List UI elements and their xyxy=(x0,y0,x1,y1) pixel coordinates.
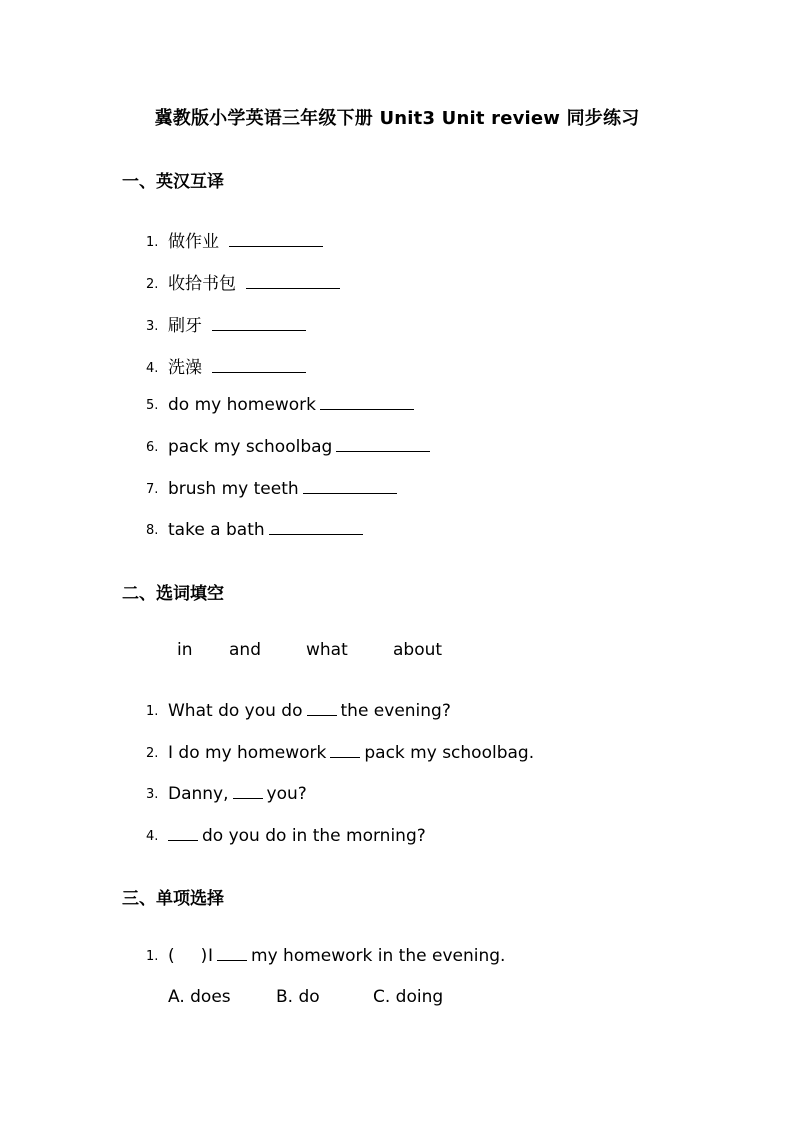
item-text: take a bath xyxy=(168,520,265,540)
answer-blank[interactable] xyxy=(320,408,414,410)
section-1-item xyxy=(146,353,306,378)
answer-blank[interactable] xyxy=(307,714,337,716)
answer-blank[interactable] xyxy=(330,756,360,758)
section-1-item xyxy=(146,269,340,294)
answer-blank[interactable] xyxy=(233,797,263,799)
item-text-after: pack my schoolbag. xyxy=(364,743,535,763)
section-1-item xyxy=(146,437,430,457)
paren-close: ) xyxy=(200,946,208,966)
section-2-item xyxy=(146,743,534,763)
item-number: 7. xyxy=(146,482,159,497)
item-number: 4. xyxy=(146,829,159,844)
answer-blank[interactable] xyxy=(168,839,198,841)
answer-blank[interactable] xyxy=(269,533,363,535)
item-text-before: What do you do xyxy=(168,701,303,721)
item-number: 6. xyxy=(146,440,159,455)
section-3-item xyxy=(146,946,505,966)
word-bank-item: and xyxy=(229,640,261,660)
item-text: brush my teeth xyxy=(168,479,299,499)
option-b[interactable]: B. do xyxy=(276,987,320,1007)
item-text-before: I do my homework xyxy=(168,743,327,763)
item-text: do my homework xyxy=(168,395,316,415)
item-text-before: Danny, xyxy=(168,784,229,804)
section-1-item xyxy=(146,520,363,540)
answer-blank[interactable] xyxy=(229,245,323,247)
item-text: 做作业 xyxy=(168,232,219,252)
item-number: 3. xyxy=(146,787,159,802)
item-text: pack my schoolbag xyxy=(168,437,333,457)
section-1-item xyxy=(146,311,306,336)
item-text-after: my homework in the evening. xyxy=(251,946,506,966)
section-2-heading: 二、选词填空 xyxy=(122,584,224,604)
item-number: 1. xyxy=(146,949,159,964)
item-text: 收拾书包 xyxy=(168,274,236,294)
word-bank-item: about xyxy=(393,640,443,660)
answer-parentheses[interactable] xyxy=(168,946,208,966)
answer-blank[interactable] xyxy=(303,492,397,494)
item-text: 洗澡 xyxy=(168,358,202,378)
item-number: 2. xyxy=(146,746,159,761)
item-number: 8. xyxy=(146,523,159,538)
item-number: 1. xyxy=(146,704,159,719)
item-text-after: do you do in the morning? xyxy=(202,826,426,846)
page-title: 冀教版小学英语三年级下册 Unit3 Unit review 同步练习 xyxy=(154,108,640,129)
answer-blank[interactable] xyxy=(212,371,306,373)
item-text-after: the evening? xyxy=(340,701,451,721)
item-text-before: I xyxy=(208,946,214,966)
word-bank-item: in xyxy=(177,640,193,660)
paren-open: ( xyxy=(168,946,175,966)
section-1-item xyxy=(146,479,397,499)
option-c[interactable]: C. doing xyxy=(373,987,444,1007)
section-2-item xyxy=(146,826,426,846)
answer-blank[interactable] xyxy=(217,959,247,961)
option-a[interactable]: A. does xyxy=(168,987,231,1007)
item-number: 5. xyxy=(146,398,159,413)
word-bank-item: what xyxy=(306,640,348,660)
section-1-heading: 一、英汉互译 xyxy=(122,172,224,192)
section-2-item xyxy=(146,784,307,804)
item-number: 3. xyxy=(146,319,159,334)
answer-blank[interactable] xyxy=(212,329,306,331)
answer-blank[interactable] xyxy=(336,450,430,452)
section-1-item xyxy=(146,227,323,252)
item-text-after: you? xyxy=(266,784,307,804)
answer-blank[interactable] xyxy=(246,287,340,289)
section-2-item xyxy=(146,701,451,721)
section-1-item xyxy=(146,395,414,415)
item-text: 刷牙 xyxy=(168,316,202,336)
item-number: 4. xyxy=(146,361,159,376)
section-3-heading: 三、单项选择 xyxy=(122,889,224,909)
item-number: 1. xyxy=(146,235,159,250)
item-number: 2. xyxy=(146,277,159,292)
